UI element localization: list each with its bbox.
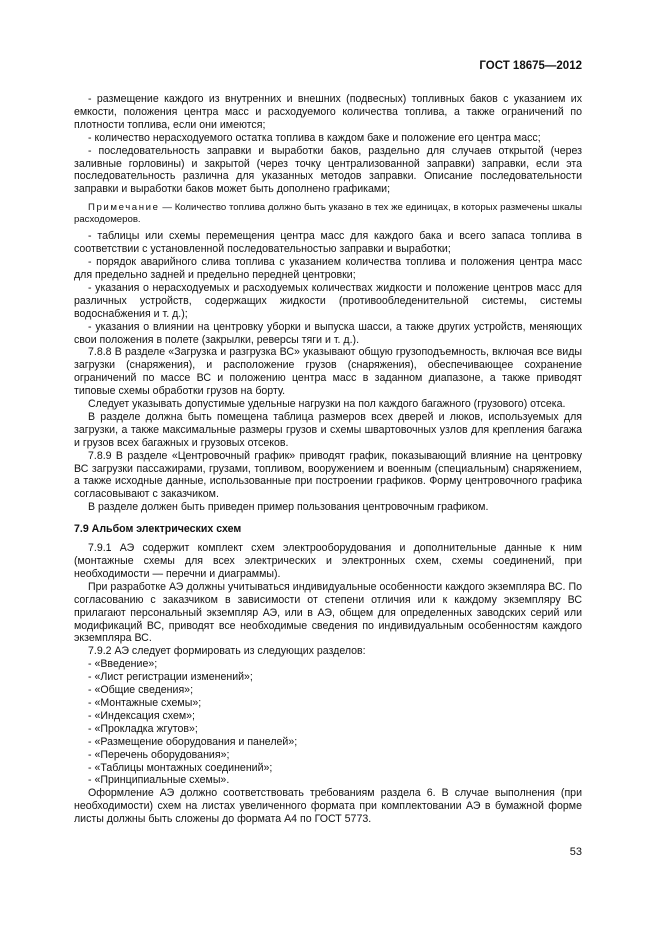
- paragraph-cg-tables: - таблицы или схемы перемещения центра масс для каждого бака и всего запаса топлива в соответствии с установленной последовательностью заправки и выработки;: [74, 230, 582, 256]
- page-number: 53: [569, 846, 582, 858]
- paragraph-7-9-2: 7.9.2 АЭ следует формировать из следующих разделов:: [88, 645, 366, 658]
- document-body: [74, 93, 582, 826]
- list-item: - «Таблицы монтажных соединений»;: [88, 761, 273, 774]
- paragraph-refuel-sequence: - последовательность заправки и выработки баков, раздельно для случаев открытой (через заливные горловины) и закрытой (через точку централизованной заправки) заправки, если эта последовательность различна для указанных методов заправки. Описание последовательности заправки и выработки баков может быть дополнено графиками;: [74, 144, 582, 196]
- paragraph-7-9-1: 7.9.1 АЭ содержит комплект схем электрооборудования и дополнительные данные к ним (монтажные схемы для всех электрических и электронных схем, схемы соединений, при необходимости — перечни и диаграммы).: [74, 542, 582, 580]
- paragraph-floor-loads: Следует указывать допустимые удельные нагрузки на пол каждого багажного (грузового) отсека.: [88, 398, 566, 411]
- paragraph-cg-example: В разделе должен быть приведен пример пользования центровочным графиком.: [88, 501, 489, 514]
- note-text: — Количество топлива должно быть указано в тех же единицах, в которых размечены шкалы расходомеров.: [74, 202, 582, 226]
- paragraph-emergency-dump: - порядок аварийного слива топлива с указанием количества топлива и положения центра масс для предельно задней и предельно передней центровки;: [74, 256, 582, 281]
- note-label: Примечание: [88, 202, 160, 214]
- list-item: - «Индексация схем»;: [88, 709, 195, 722]
- paragraph-tank-placement: - размещение каждого из внутренних и внешних (подвесных) топливных баков с указанием их емкости, положения центра масс и расходуемого количества топлива, а также ограничений по плотности топлива, если они имеются;: [74, 93, 582, 131]
- paragraph-gear-influence: - указания о влиянии на центровку уборки и выпуска шасси, а также других устройств, меняющих свои положения в полете (закрылки, реверсы тяги и т. д.).: [74, 320, 582, 346]
- paragraph-fluids: - указания о нерасходуемых и расходуемых количествах жидкости и положение центров масс для различных устройств, содержащих жидкости (противообледенительной системы, системы водоснабжения и т. д.);: [74, 281, 582, 320]
- list-item: - «Общие сведения»;: [88, 684, 194, 697]
- list-item: - «Монтажные схемы»;: [88, 696, 202, 709]
- list-item: - «Лист регистрации изменений»;: [88, 671, 253, 684]
- paragraph-doors-table: В разделе должна быть помещена таблица размеров всех дверей и люков, используемых для загрузки, а также максимальные размеры грузов и схемы швартовочных узлов для крепления багажа и грузов всех багажных и грузовых отсеков.: [74, 410, 582, 449]
- section-title-7-9: 7.9 Альбом электрических схем: [74, 523, 242, 536]
- paragraph-7-8-9: 7.8.9 В разделе «Центровочный график» приводят график, показывающий влияние на центровку ВС загрузки пассажирами, грузами, топливом, вооружением и военным (специальным) снаряжением, а также исходные данные, использованные при построении графиков. Форму центровочного графика согласовывают с заказчиком.: [74, 449, 582, 501]
- list-item: - «Принципиальные схемы».: [88, 774, 230, 787]
- document-header: ГОСТ 18675—2012: [479, 60, 582, 72]
- list-item: - «Перечень оборудования»;: [88, 748, 230, 761]
- paragraph-individual-features: При разработке АЭ должны учитываться индивидуальные особенности каждого экземпляра ВС. По согласованию с заказчиком в зависимости от степени отличия или к каждому экземпляру ВС прилагают персональный экземпляр АЭ, или в АЭ, общем для определенных заводских серий или модификаций ВС, приводят все необходимые сведения по индивидуальным особенностям каждого экземпляра ВС.: [74, 580, 582, 645]
- paragraph-unused-fuel: - количество нерасходуемого остатка топлива в каждом баке и положение его центра масс;: [88, 131, 541, 144]
- list-item: - «Размещение оборудования и панелей»;: [88, 735, 298, 748]
- paragraph-formatting: Оформление АЭ должно соответствовать требованиям раздела 6. В случае выполнения (при необходимости) схем на листах увеличенного формата при комплектовании АЭ в бумажной форме листы должны быть сложены до формата А4 по ГОСТ 5773.: [74, 787, 582, 826]
- list-item: - «Введение»;: [88, 658, 158, 671]
- list-item: - «Прокладка жгутов»;: [88, 722, 198, 735]
- note: [74, 202, 582, 226]
- paragraph-7-8-8: 7.8.8 В разделе «Загрузка и разгрузка ВС» указывают общую грузоподъемность, включая все виды загрузки (снаряжения), и расположение грузов (снаряжения), обеспечивающее сохранение ограничений по массе ВС и положению центра масс в заданном диапазоне, а также приводят типовые схемы обработки грузов на борту.: [74, 346, 582, 398]
